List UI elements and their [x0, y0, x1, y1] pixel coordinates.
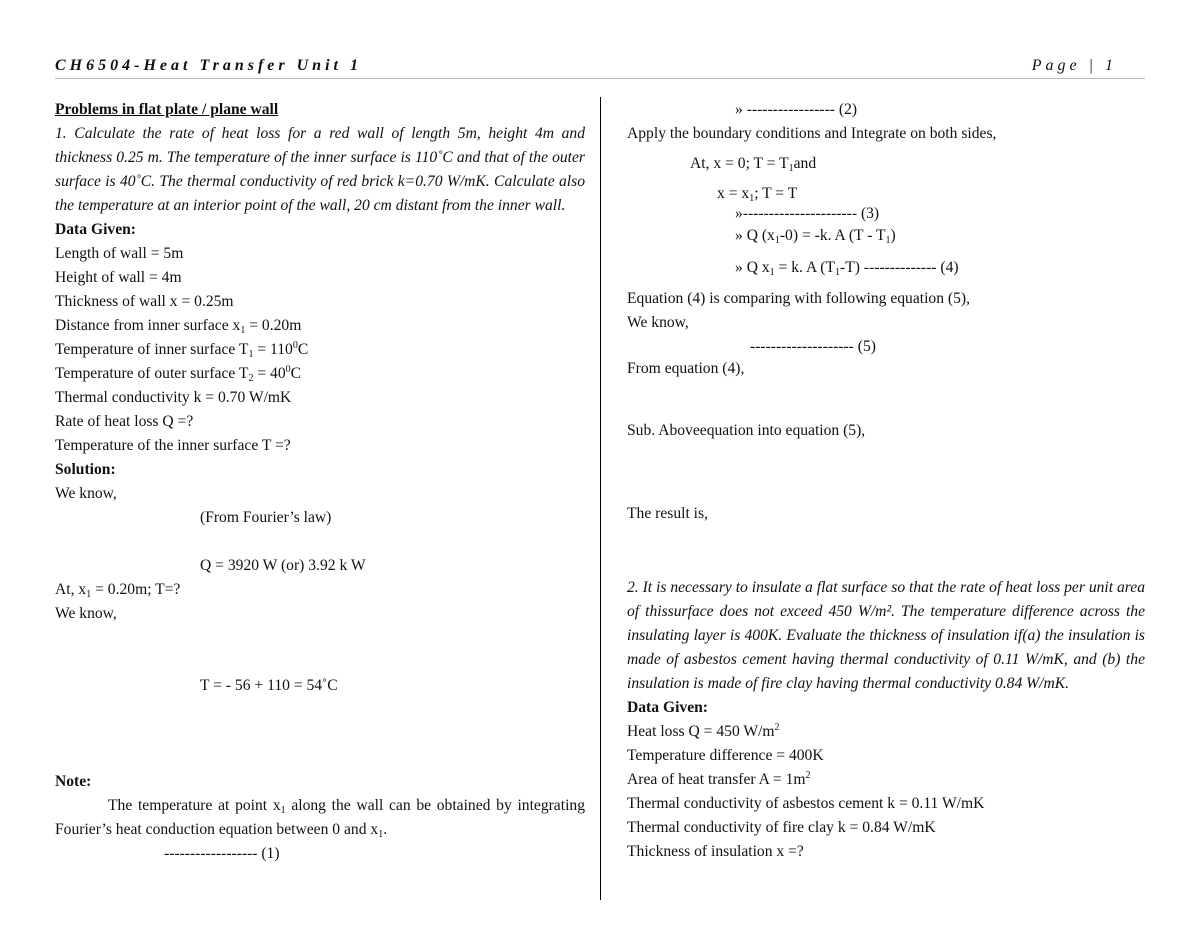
- we-know-right: We know,: [627, 314, 689, 331]
- column-divider: [600, 97, 601, 900]
- apply-bc: Apply the boundary conditions and Integrate on both sides,: [627, 125, 997, 142]
- equation-2: » ----------------- (2): [735, 101, 858, 118]
- from-eq4: From equation (4),: [627, 360, 745, 377]
- sub-above: Sub. Aboveequation into equation (5),: [627, 422, 866, 439]
- result-is: The result is,: [627, 505, 708, 522]
- solution-heading: Solution:: [55, 461, 116, 478]
- page-number: Page | 1: [1031, 57, 1117, 74]
- height-line: Height of wall = 4m: [55, 269, 182, 286]
- problem-1-statement: 1. Calculate the rate of heat loss for a red wall of length 5m, height 4m and thickness 0.25 m. The temperature of the inner surface is 110˚C and that of the outer surface is 40˚C. The thermal conductivity of red brick k=0.70 W/mK. Calculate also the temperature at an interior point of the wall, 20 cm distant from the inner wall.: [55, 125, 585, 214]
- temp-diff-line: Temperature difference = 400K: [627, 747, 824, 764]
- at-x1-line: At, $x_1 = 0.20m$; T=?: [55, 581, 181, 600]
- data-given-heading: Data Given:: [55, 221, 136, 238]
- length-line: Length of wall = 5m: [55, 245, 184, 262]
- area-line: Area of heat transfer $A = 1m^2$: [627, 770, 811, 788]
- bc-1: At, x = 0; $T = T_1and$: [690, 155, 817, 174]
- equation-5: -------------------- (5): [750, 338, 876, 355]
- note-text: The temperature at point $x_1$ along the wall can be obtained by integrating Fourier’s heat conduction equation between 0 and $x_1$.: [55, 797, 585, 840]
- equation-3: »---------------------- (3): [735, 205, 880, 222]
- equation-4: » Q $x_1 = k$. A $(T_1-T)$ -------------- (4): [735, 259, 959, 278]
- fourier-note: (From Fourier’s law): [200, 509, 332, 526]
- t-result: T = - 56 + 110 = 54˚C: [200, 677, 338, 694]
- section-title: Problems in flat plate / plane wall: [55, 101, 279, 118]
- note-heading: Note:: [55, 773, 92, 790]
- right-column: [627, 98, 1145, 864]
- thickness-line: Thickness of wall x = 0.25m: [55, 293, 234, 310]
- conductivity-line: Thermal conductivity k = 0.70 W/mK: [55, 389, 292, 406]
- left-column: [55, 98, 585, 866]
- equation-1: ------------------ (1): [164, 845, 280, 862]
- heat-loss-line: Heat loss Q = 450 $W/m^2$: [627, 722, 780, 740]
- t1-line: Temperature of inner surface $T_1 = 110^0C$: [55, 340, 309, 360]
- k-asbestos-line: Thermal conductivity of asbestos cement k = 0.11 W/mK: [627, 795, 985, 812]
- compare-line: Equation (4) is comparing with following equation (5),: [627, 290, 970, 307]
- page-header: [55, 57, 1145, 77]
- t2-line: Temperature of outer surface $T_2 = 40^0C$: [55, 364, 302, 384]
- temp-inner-line: Temperature of the inner surface T =?: [55, 437, 291, 454]
- q-result: Q = 3920 W (or) 3.92 k W: [200, 557, 366, 574]
- we-know-2: We know,: [55, 605, 117, 622]
- bc-2: $x = x_1$; T = T: [717, 185, 798, 204]
- problem-2-statement: 2. It is necessary to insulate a flat surface so that the rate of heat loss per unit area of thissurface does not exceed 450 W/m². The temperature difference across the insulating layer is 400K. Evaluate the thickness of insulation if(a) the insulation is made of asbestos cement having thermal conductivity of 0.11 W/mK, and (b) the insulation is made of fire clay having thermal conductivity 0.84 W/mK.: [627, 579, 1145, 692]
- document-title: CH6504-Heat Transfer Unit 1: [55, 57, 362, 74]
- thickness-insulation-line: Thickness of insulation x =?: [627, 843, 804, 860]
- data-given-heading-2: Data Given:: [627, 699, 708, 716]
- distance-line: Distance from inner surface $x_1 = 0.20m$: [55, 317, 302, 336]
- header-rule: [55, 78, 1145, 79]
- rate-line: Rate of heat loss Q =?: [55, 413, 194, 430]
- k-fireclay-line: Thermal conductivity of fire clay k = 0.84 W/mK: [627, 819, 936, 836]
- equation-3b: » Q $(x_1-0) = -k$. A $(T - T_1)$: [735, 227, 896, 246]
- we-know-1: We know,: [55, 485, 117, 502]
